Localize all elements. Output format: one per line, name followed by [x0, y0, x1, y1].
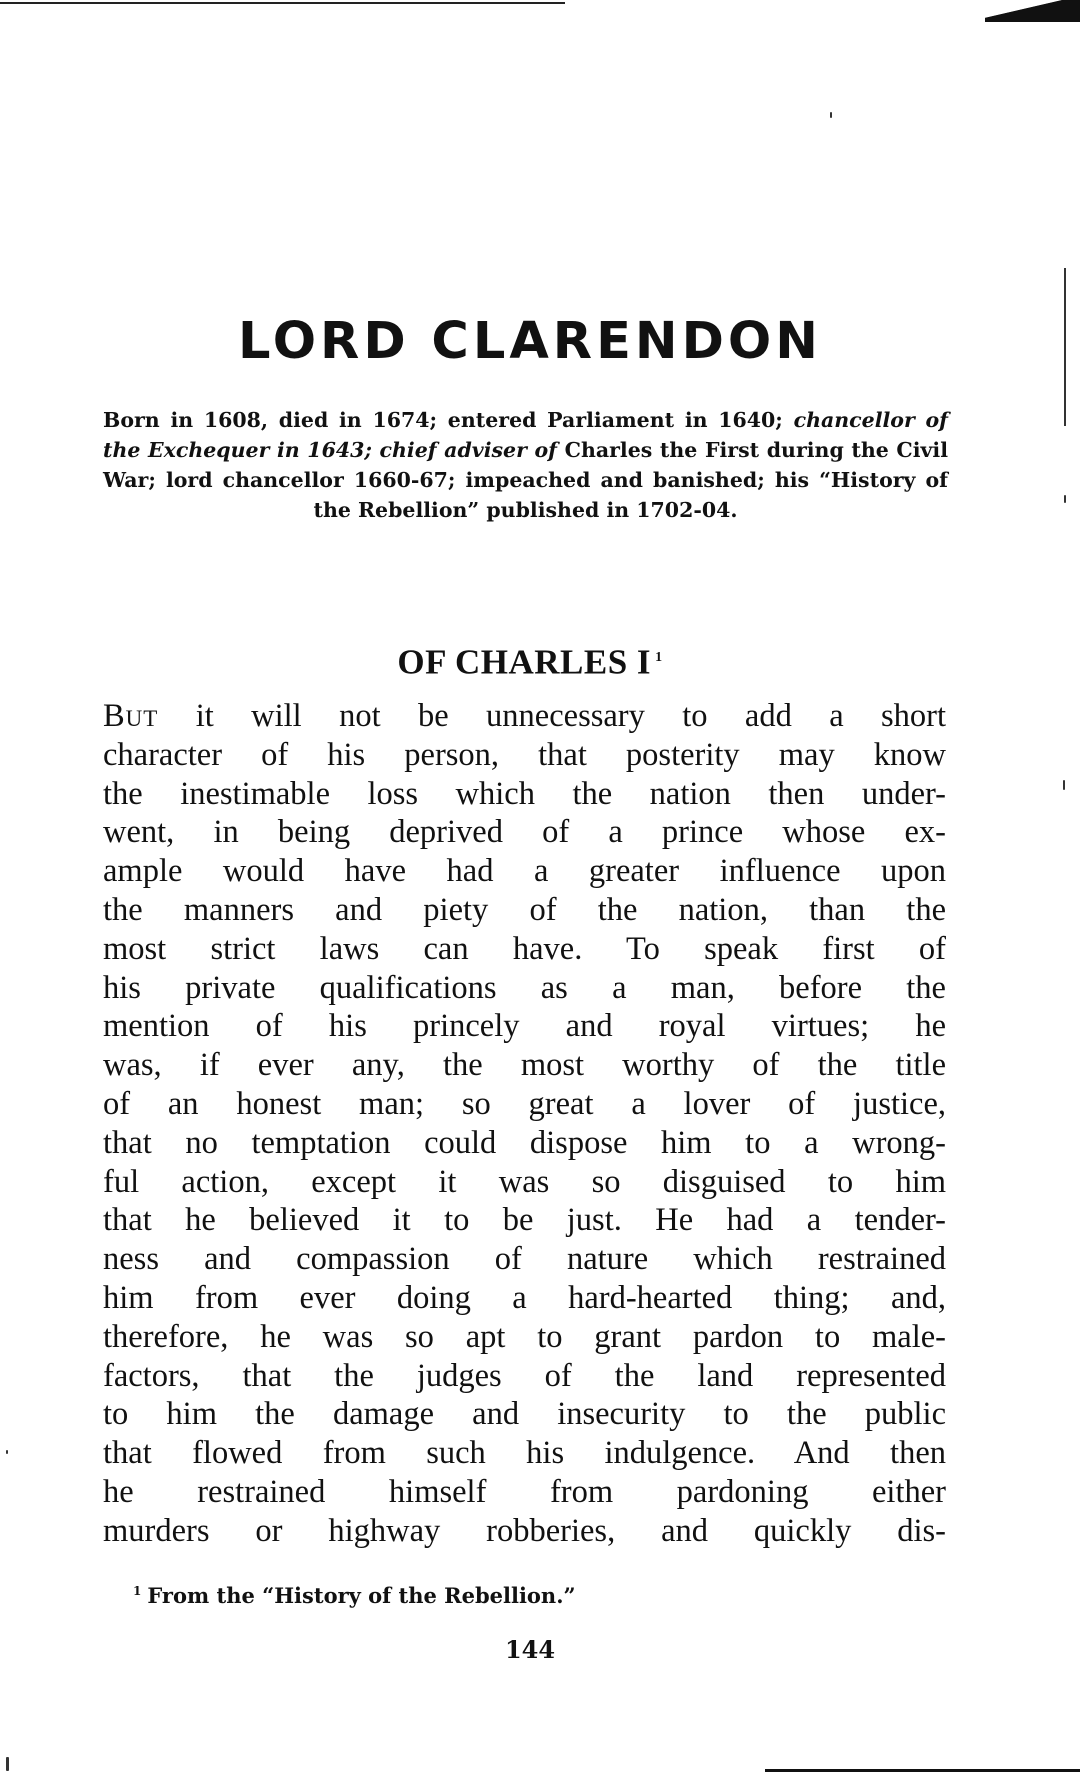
body-line: to him the damage and insecurity to the public — [103, 1396, 946, 1433]
body-line: he restrained himself from pardoning either — [103, 1473, 946, 1510]
scan-speck — [830, 112, 832, 118]
footnote — [133, 1576, 933, 1611]
scan-corner-mark — [985, 0, 1080, 22]
bio-chancellor: chancellor of the Exchequer in 1643; chief adviser of — [103, 408, 948, 462]
bio-career: Charles the First during the Civil War; lord chancellor 1660-67; impeached and banished; his “History of the Rebellion” published in 1702-04. — [103, 438, 949, 522]
page-title: LORD CLARENDON — [238, 312, 822, 371]
scan-speck — [1064, 495, 1066, 503]
body-line: most strict laws can have. To speak first of — [103, 930, 946, 967]
body-line: ample would have had a greater influence upon — [103, 853, 946, 890]
body-line: him from ever doing a hard-hearted thing; and, — [103, 1279, 946, 1316]
body-line-text: it will not be unnecessary to add a short — [158, 698, 946, 734]
body-line: the manners and piety of the nation, than the — [103, 891, 946, 928]
body-line: that flowed from such his indulgence. And then — [103, 1435, 946, 1472]
drop-lead-word: But — [103, 698, 159, 734]
body-line: that he believed it to be just. He had a tender- — [103, 1202, 946, 1239]
body-line — [103, 697, 946, 736]
body-line: factors, that the judges of the land represented — [103, 1357, 946, 1394]
body-line: murders or highway robberies, and quickly dis- — [103, 1512, 946, 1549]
body-line: was, if ever any, the most worthy of the title — [103, 1047, 946, 1084]
bio-dates: Born in 1608, died in 1674; entered Parliament in 1640; — [103, 408, 783, 432]
body-line: that no temptation could dispose him to a wrong- — [103, 1124, 946, 1161]
body-line: went, in being deprived of a prince whose ex- — [103, 814, 946, 851]
scan-side-line — [1064, 268, 1066, 426]
body-line: of an honest man; so great a lover of justice, — [103, 1085, 946, 1122]
scan-speck — [6, 1450, 8, 1454]
section-heading-text: OF CHARLES I — [397, 642, 652, 682]
scan-speck — [1063, 780, 1065, 790]
section-heading — [0, 630, 1060, 691]
footnote-marker: 1 — [133, 1584, 142, 1598]
body-line: character of his person, that posterity may know — [103, 736, 946, 773]
body-line: therefore, he was so apt to grant pardon to male- — [103, 1318, 946, 1355]
section-footnote-ref: 1 — [655, 650, 663, 665]
scan-speck — [6, 1757, 9, 1771]
author-bio — [103, 405, 948, 525]
body-line: his private qualifications as a man, before the — [103, 969, 946, 1006]
footnote-text: From the “History of the Rebellion.” — [147, 1583, 576, 1608]
scan-top-rule — [0, 2, 565, 4]
scan-bottom-rule — [765, 1769, 1080, 1772]
body-line: ness and compassion of nature which restrained — [103, 1241, 946, 1278]
body-text — [103, 697, 946, 1551]
body-line: ful action, except it was so disguised to him — [103, 1163, 946, 1200]
page-number: 144 — [504, 1635, 556, 1664]
body-line: mention of his princely and royal virtues; he — [103, 1008, 946, 1045]
body-line: the inestimable loss which the nation then under- — [103, 775, 946, 812]
